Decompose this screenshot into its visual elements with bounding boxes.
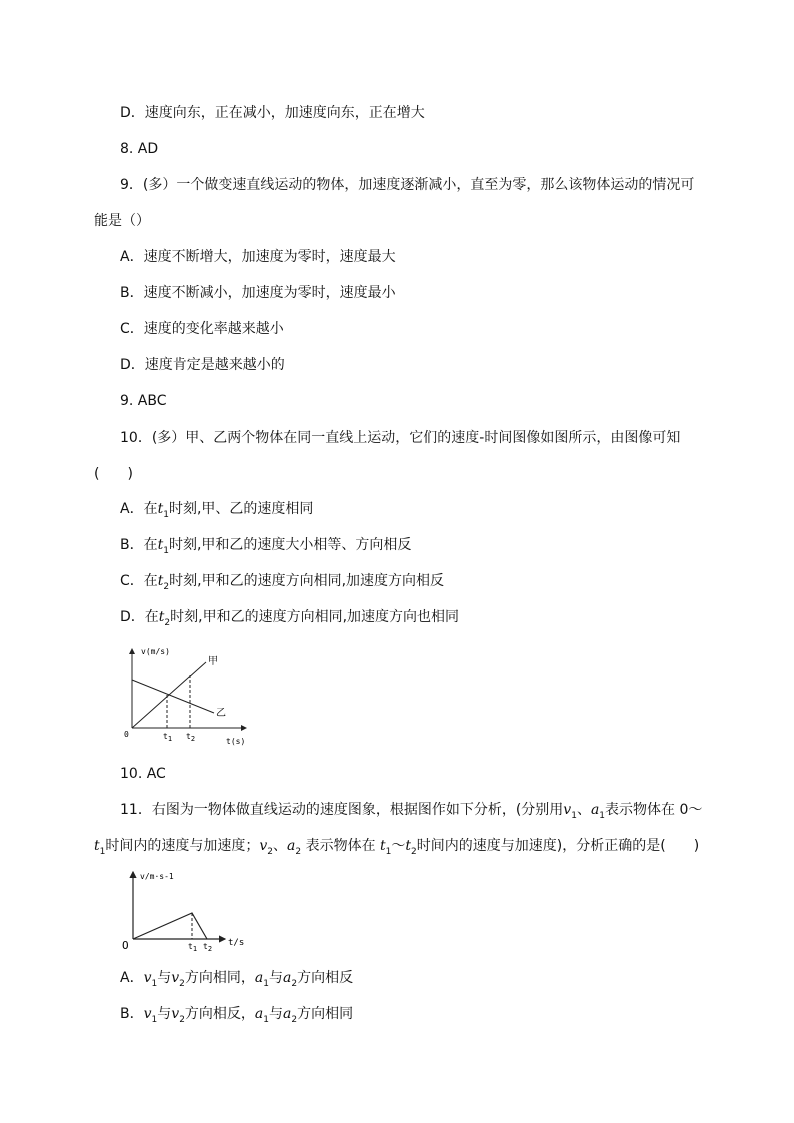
q9-answer: 9. ABC bbox=[120, 393, 167, 409]
q9-option-b: B．速度不断减小，加速度为零时，速度最小 bbox=[120, 285, 396, 301]
tick-t1: t1 bbox=[188, 942, 198, 953]
tick-t2: t2 bbox=[186, 732, 196, 743]
origin-label: O bbox=[122, 939, 129, 952]
q9-option-c: C．速度的变化率越来越小 bbox=[120, 321, 284, 337]
velocity-time-graph-2 bbox=[118, 866, 250, 956]
q8-option-d: D．速度向东，正在减小，加速度向东，正在增大 bbox=[120, 105, 425, 121]
velocity-line bbox=[133, 913, 207, 939]
q9-option-d: D．速度肯定是越来越小的 bbox=[120, 357, 285, 373]
q11-stem-line2: $t_1$时间内的速度与加速度；$v_2$、$a_2$ 表示物体在 $t_1\sim t_2$时间内的速度与加速度)，分析正确的是( ) bbox=[94, 838, 700, 857]
q11-option-a: A．$v_1$与$v_2$方向相同，$a_1$与$a_2$方向相反 bbox=[120, 970, 354, 989]
origin-label: 0 bbox=[124, 730, 129, 739]
q10-stem-line2: ( ) bbox=[94, 466, 133, 482]
q10-stem-line1: 10．(多）甲、乙两个物体在同一直线上运动，它们的速度-时间图像如图所示，由图像可知 bbox=[120, 430, 681, 446]
q9-option-a: A．速度不断增大，加速度为零时，速度最大 bbox=[120, 249, 396, 265]
line-jia-label: 甲 bbox=[208, 656, 218, 667]
q8-answer: 8. AD bbox=[120, 141, 159, 157]
q11-stem-line1: 11．右图为一物体做直线运动的速度图象，根据图作如下分析，(分别用$v_1$、$a_1$表示物体在 0～ bbox=[120, 802, 703, 821]
q11-option-b: B．$v_1$与$v_2$方向相反，$a_1$与$a_2$方向相同 bbox=[120, 1006, 354, 1025]
q10-answer: 10. AC bbox=[120, 766, 166, 782]
q10-option-c: C．在$t_2$时刻,甲和乙的速度方向相同,加速度方向相反 bbox=[120, 573, 445, 592]
q9-stem-line2: 能是（） bbox=[94, 213, 150, 229]
x-axis-label: t/s bbox=[228, 938, 245, 948]
y-axis-label: v(m/s) bbox=[141, 647, 170, 656]
line-yi bbox=[132, 680, 214, 713]
q10-option-a: A．在$t_1$时刻,甲、乙的速度相同 bbox=[120, 501, 314, 520]
q9-stem-line1: 9．(多）一个做变速直线运动的物体，加速度逐渐减小，直至为零，那么该物体运动的情况可 bbox=[120, 177, 695, 193]
x-axis-label: t(s) bbox=[226, 737, 246, 746]
q10-option-b: B．在$t_1$时刻,甲和乙的速度大小相等、方向相反 bbox=[120, 537, 412, 556]
velocity-time-graph-1 bbox=[118, 643, 258, 753]
line-yi-label: 乙 bbox=[216, 708, 226, 719]
tick-t2: t2 bbox=[203, 942, 213, 953]
tick-t1: t1 bbox=[163, 732, 173, 743]
y-axis-label: v/m·s-1 bbox=[140, 872, 174, 881]
q10-option-d: D．在$t_2$时刻,甲和乙的速度方向相同,加速度方向也相同 bbox=[120, 609, 460, 628]
